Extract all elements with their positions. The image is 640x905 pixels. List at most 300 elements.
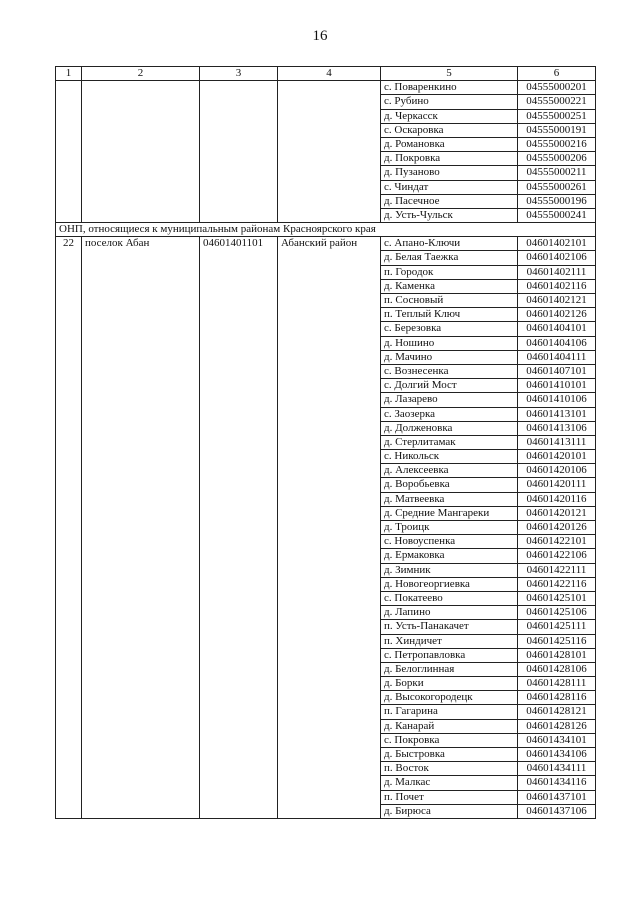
empty-cell bbox=[278, 577, 381, 591]
locality-name-cell: д. Быстровка bbox=[381, 748, 518, 762]
locality-name-cell: с. Оскаровка bbox=[381, 123, 518, 137]
empty-cell bbox=[278, 421, 381, 435]
locality-code-cell: 04601422101 bbox=[518, 535, 596, 549]
locality-name-cell: д. Высокогородецк bbox=[381, 691, 518, 705]
locality-code-cell: 04601420111 bbox=[518, 478, 596, 492]
locality-name-cell: д. Лазарево bbox=[381, 393, 518, 407]
table-row bbox=[56, 265, 596, 279]
empty-cell bbox=[200, 733, 278, 747]
empty-cell bbox=[278, 691, 381, 705]
table-row bbox=[56, 776, 596, 790]
empty-cell bbox=[278, 748, 381, 762]
empty-cell bbox=[82, 450, 200, 464]
locality-code-cell: 04601410101 bbox=[518, 379, 596, 393]
empty-cell bbox=[82, 421, 200, 435]
empty-cell bbox=[82, 336, 200, 350]
empty-cell bbox=[82, 294, 200, 308]
empty-cell bbox=[200, 762, 278, 776]
empty-cell bbox=[82, 350, 200, 364]
header-cell: 3 bbox=[200, 67, 278, 81]
empty-cell bbox=[278, 535, 381, 549]
empty-cell bbox=[82, 194, 200, 208]
empty-cell bbox=[278, 81, 381, 95]
table-row bbox=[56, 322, 596, 336]
table-row bbox=[56, 208, 596, 222]
empty-cell bbox=[56, 506, 82, 520]
locality-code-cell: 04601425101 bbox=[518, 591, 596, 605]
empty-cell bbox=[278, 634, 381, 648]
empty-cell bbox=[82, 648, 200, 662]
empty-cell bbox=[200, 336, 278, 350]
empty-cell bbox=[56, 407, 82, 421]
empty-cell bbox=[56, 81, 82, 95]
locality-name-cell: с. Заозерка bbox=[381, 407, 518, 421]
empty-cell bbox=[56, 492, 82, 506]
empty-cell bbox=[278, 322, 381, 336]
locality-code-cell: 04601437101 bbox=[518, 790, 596, 804]
empty-cell bbox=[278, 137, 381, 151]
empty-cell bbox=[56, 251, 82, 265]
empty-cell bbox=[82, 322, 200, 336]
empty-cell bbox=[82, 166, 200, 180]
empty-cell bbox=[56, 464, 82, 478]
table-row bbox=[56, 95, 596, 109]
empty-cell bbox=[56, 790, 82, 804]
empty-cell bbox=[278, 606, 381, 620]
header-cell: 4 bbox=[278, 67, 381, 81]
table-row bbox=[56, 492, 596, 506]
empty-cell bbox=[278, 180, 381, 194]
empty-cell bbox=[200, 137, 278, 151]
empty-cell bbox=[278, 464, 381, 478]
table-row bbox=[56, 421, 596, 435]
empty-cell bbox=[278, 251, 381, 265]
empty-cell bbox=[200, 166, 278, 180]
table-row bbox=[56, 535, 596, 549]
empty-cell bbox=[278, 109, 381, 123]
locality-code-cell: 04555000241 bbox=[518, 208, 596, 222]
empty-cell bbox=[56, 804, 82, 818]
locality-name-cell: с. Никольск bbox=[381, 450, 518, 464]
empty-cell bbox=[56, 677, 82, 691]
empty-cell bbox=[200, 180, 278, 194]
locality-code-cell: 04601402116 bbox=[518, 279, 596, 293]
locality-name-cell: д. Новогеоргиевка bbox=[381, 577, 518, 591]
locality-code-cell: 04601420106 bbox=[518, 464, 596, 478]
locality-code-cell: 04601413101 bbox=[518, 407, 596, 421]
locality-name-cell: д. Пузаново bbox=[381, 166, 518, 180]
locality-name-cell: д. Воробьевка bbox=[381, 478, 518, 492]
locality-code-cell: 04601428111 bbox=[518, 677, 596, 691]
empty-cell bbox=[200, 123, 278, 137]
locality-code-cell: 04601420121 bbox=[518, 506, 596, 520]
locality-name-cell: с. Апано-Ключи bbox=[381, 237, 518, 251]
empty-cell bbox=[200, 521, 278, 535]
locality-name-cell: д. Черкасск bbox=[381, 109, 518, 123]
empty-cell bbox=[82, 662, 200, 676]
empty-cell bbox=[82, 705, 200, 719]
settlements-table bbox=[55, 66, 596, 819]
locality-code-cell: 04601422116 bbox=[518, 577, 596, 591]
table-row bbox=[56, 137, 596, 151]
locality-name-cell: д. Борки bbox=[381, 677, 518, 691]
empty-cell bbox=[278, 549, 381, 563]
table-row bbox=[56, 194, 596, 208]
entry-number: 22 bbox=[56, 237, 82, 251]
empty-cell bbox=[56, 705, 82, 719]
header-cell: 2 bbox=[82, 67, 200, 81]
empty-cell bbox=[82, 208, 200, 222]
table-row bbox=[56, 251, 596, 265]
locality-code-cell: 04555000196 bbox=[518, 194, 596, 208]
empty-cell bbox=[82, 279, 200, 293]
empty-cell bbox=[56, 421, 82, 435]
locality-name-cell: д. Лапино bbox=[381, 606, 518, 620]
empty-cell bbox=[278, 194, 381, 208]
empty-cell bbox=[200, 563, 278, 577]
empty-cell bbox=[200, 322, 278, 336]
table-row bbox=[56, 563, 596, 577]
empty-cell bbox=[82, 591, 200, 605]
table-row bbox=[56, 350, 596, 364]
empty-cell bbox=[278, 450, 381, 464]
table-row bbox=[56, 790, 596, 804]
empty-cell bbox=[56, 95, 82, 109]
empty-cell bbox=[278, 265, 381, 279]
empty-cell bbox=[56, 194, 82, 208]
empty-cell bbox=[278, 521, 381, 535]
empty-cell bbox=[56, 662, 82, 676]
locality-code-cell: 04601402101 bbox=[518, 237, 596, 251]
empty-cell bbox=[82, 180, 200, 194]
empty-cell bbox=[278, 790, 381, 804]
empty-cell bbox=[82, 606, 200, 620]
locality-name-cell: д. Канарай bbox=[381, 719, 518, 733]
empty-cell bbox=[82, 634, 200, 648]
empty-cell bbox=[200, 464, 278, 478]
empty-cell bbox=[82, 265, 200, 279]
table-row bbox=[56, 109, 596, 123]
empty-cell bbox=[200, 364, 278, 378]
table-row bbox=[56, 648, 596, 662]
locality-code-cell: 04601402111 bbox=[518, 265, 596, 279]
locality-name-cell: п. Теплый Ключ bbox=[381, 308, 518, 322]
locality-name-cell: п. Сосновый bbox=[381, 294, 518, 308]
empty-cell bbox=[82, 748, 200, 762]
locality-code-cell: 04601428121 bbox=[518, 705, 596, 719]
locality-code-cell: 04601425116 bbox=[518, 634, 596, 648]
locality-code-cell: 04555000261 bbox=[518, 180, 596, 194]
empty-cell bbox=[200, 294, 278, 308]
locality-name-cell: д. Бирюса bbox=[381, 804, 518, 818]
locality-name-cell: с. Долгий Мост bbox=[381, 379, 518, 393]
empty-cell bbox=[56, 634, 82, 648]
empty-cell bbox=[200, 535, 278, 549]
empty-cell bbox=[82, 435, 200, 449]
table-row bbox=[56, 733, 596, 747]
entry-code: 04601401101 bbox=[200, 237, 278, 251]
locality-name-cell: д. Усть-Чульск bbox=[381, 208, 518, 222]
empty-cell bbox=[82, 81, 200, 95]
empty-cell bbox=[200, 95, 278, 109]
locality-code-cell: 04601410106 bbox=[518, 393, 596, 407]
empty-cell bbox=[82, 620, 200, 634]
locality-name-cell: д. Ношино bbox=[381, 336, 518, 350]
empty-cell bbox=[56, 379, 82, 393]
empty-cell bbox=[278, 662, 381, 676]
table-row bbox=[56, 549, 596, 563]
empty-cell bbox=[82, 251, 200, 265]
empty-cell bbox=[200, 748, 278, 762]
table-row bbox=[56, 591, 596, 605]
empty-cell bbox=[200, 606, 278, 620]
empty-cell bbox=[200, 662, 278, 676]
empty-cell bbox=[82, 733, 200, 747]
locality-code-cell: 04601413111 bbox=[518, 435, 596, 449]
locality-name-cell: д. Белая Таежка bbox=[381, 251, 518, 265]
empty-cell bbox=[56, 435, 82, 449]
empty-cell bbox=[278, 336, 381, 350]
locality-code-cell: 04601428101 bbox=[518, 648, 596, 662]
empty-cell bbox=[56, 350, 82, 364]
locality-code-cell: 04601407101 bbox=[518, 364, 596, 378]
empty-cell bbox=[82, 109, 200, 123]
table-row bbox=[56, 577, 596, 591]
empty-cell bbox=[82, 506, 200, 520]
locality-name-cell: д. Пасечное bbox=[381, 194, 518, 208]
locality-code-cell: 04601420101 bbox=[518, 450, 596, 464]
empty-cell bbox=[278, 492, 381, 506]
empty-cell bbox=[82, 364, 200, 378]
table-row bbox=[56, 662, 596, 676]
empty-cell bbox=[82, 137, 200, 151]
table-row bbox=[56, 364, 596, 378]
table-row bbox=[56, 379, 596, 393]
empty-cell bbox=[278, 208, 381, 222]
locality-code-cell: 04601402121 bbox=[518, 294, 596, 308]
empty-cell bbox=[200, 350, 278, 364]
locality-code-cell: 04601434101 bbox=[518, 733, 596, 747]
empty-cell bbox=[200, 450, 278, 464]
table-row bbox=[56, 506, 596, 520]
empty-cell bbox=[82, 535, 200, 549]
empty-cell bbox=[278, 379, 381, 393]
empty-cell bbox=[56, 577, 82, 591]
table-row bbox=[56, 719, 596, 733]
table-row bbox=[56, 748, 596, 762]
empty-cell bbox=[278, 294, 381, 308]
locality-code-cell: 04555000221 bbox=[518, 95, 596, 109]
empty-cell bbox=[278, 776, 381, 790]
table-row bbox=[56, 478, 596, 492]
empty-cell bbox=[82, 308, 200, 322]
empty-cell bbox=[200, 251, 278, 265]
empty-cell bbox=[278, 677, 381, 691]
empty-cell bbox=[200, 421, 278, 435]
empty-cell bbox=[56, 563, 82, 577]
empty-cell bbox=[200, 308, 278, 322]
empty-cell bbox=[200, 435, 278, 449]
empty-cell bbox=[278, 804, 381, 818]
table-row bbox=[56, 521, 596, 535]
locality-code-cell: 04601404101 bbox=[518, 322, 596, 336]
empty-cell bbox=[200, 152, 278, 166]
empty-cell bbox=[82, 563, 200, 577]
empty-cell bbox=[82, 691, 200, 705]
empty-cell bbox=[56, 748, 82, 762]
empty-cell bbox=[200, 379, 278, 393]
table-row bbox=[56, 464, 596, 478]
table-row bbox=[56, 393, 596, 407]
empty-cell bbox=[82, 152, 200, 166]
section-title-row bbox=[56, 223, 596, 237]
empty-cell bbox=[278, 478, 381, 492]
empty-cell bbox=[200, 804, 278, 818]
empty-cell bbox=[278, 435, 381, 449]
empty-cell bbox=[200, 194, 278, 208]
empty-cell bbox=[278, 705, 381, 719]
empty-cell bbox=[56, 606, 82, 620]
empty-cell bbox=[200, 648, 278, 662]
locality-name-cell: д. Ермаковка bbox=[381, 549, 518, 563]
locality-code-cell: 04555000201 bbox=[518, 81, 596, 95]
table-row bbox=[56, 677, 596, 691]
locality-name-cell: д. Белоглинная bbox=[381, 662, 518, 676]
empty-cell bbox=[200, 279, 278, 293]
empty-cell bbox=[200, 81, 278, 95]
page-number: 16 bbox=[312, 28, 328, 44]
empty-cell bbox=[56, 279, 82, 293]
locality-code-cell: 04601434106 bbox=[518, 748, 596, 762]
empty-cell bbox=[278, 407, 381, 421]
empty-cell bbox=[278, 762, 381, 776]
table-row bbox=[56, 762, 596, 776]
empty-cell bbox=[82, 677, 200, 691]
empty-cell bbox=[56, 180, 82, 194]
empty-cell bbox=[200, 549, 278, 563]
empty-cell bbox=[278, 95, 381, 109]
empty-cell bbox=[200, 677, 278, 691]
locality-name-cell: д. Алексеевка bbox=[381, 464, 518, 478]
locality-name-cell: с. Чиндат bbox=[381, 180, 518, 194]
locality-name-cell: п. Городок bbox=[381, 265, 518, 279]
header-cell: 1 bbox=[56, 67, 82, 81]
locality-name-cell: д. Матвеевка bbox=[381, 492, 518, 506]
empty-cell bbox=[200, 208, 278, 222]
locality-code-cell: 04555000191 bbox=[518, 123, 596, 137]
empty-cell bbox=[82, 95, 200, 109]
locality-name-cell: п. Хиндичет bbox=[381, 634, 518, 648]
locality-code-cell: 04601434116 bbox=[518, 776, 596, 790]
table-row bbox=[56, 81, 596, 95]
empty-cell bbox=[56, 521, 82, 535]
locality-code-cell: 04601413106 bbox=[518, 421, 596, 435]
empty-cell bbox=[56, 109, 82, 123]
empty-cell bbox=[56, 137, 82, 151]
empty-cell bbox=[82, 790, 200, 804]
empty-cell bbox=[278, 591, 381, 605]
table-row bbox=[56, 123, 596, 137]
locality-name-cell: п. Гагарина bbox=[381, 705, 518, 719]
empty-cell bbox=[56, 294, 82, 308]
section-title: ОНП, относящиеся к муниципальным районам Красноярского края bbox=[56, 223, 596, 237]
empty-cell bbox=[200, 393, 278, 407]
locality-name-cell: с. Покровка bbox=[381, 733, 518, 747]
header-row bbox=[56, 67, 596, 81]
table-row bbox=[56, 180, 596, 194]
empty-cell bbox=[200, 577, 278, 591]
locality-name-cell: д. Троицк bbox=[381, 521, 518, 535]
empty-cell bbox=[56, 450, 82, 464]
empty-cell bbox=[56, 322, 82, 336]
locality-code-cell: 04601425106 bbox=[518, 606, 596, 620]
empty-cell bbox=[278, 350, 381, 364]
locality-code-cell: 04601428106 bbox=[518, 662, 596, 676]
locality-code-cell: 04601404111 bbox=[518, 350, 596, 364]
locality-name-cell: с. Вознесенка bbox=[381, 364, 518, 378]
table-row bbox=[56, 237, 596, 251]
empty-cell bbox=[82, 577, 200, 591]
empty-cell bbox=[200, 407, 278, 421]
empty-cell bbox=[200, 506, 278, 520]
locality-name-cell: п. Восток bbox=[381, 762, 518, 776]
empty-cell bbox=[56, 208, 82, 222]
table-row bbox=[56, 407, 596, 421]
locality-name-cell: д. Средние Мангареки bbox=[381, 506, 518, 520]
empty-cell bbox=[56, 549, 82, 563]
empty-cell bbox=[200, 719, 278, 733]
locality-code-cell: 04601422111 bbox=[518, 563, 596, 577]
locality-name-cell: с. Покатеево bbox=[381, 591, 518, 605]
empty-cell bbox=[278, 166, 381, 180]
table-row bbox=[56, 804, 596, 818]
table-row bbox=[56, 294, 596, 308]
locality-name-cell: д. Каменка bbox=[381, 279, 518, 293]
empty-cell bbox=[278, 123, 381, 137]
empty-cell bbox=[82, 804, 200, 818]
locality-code-cell: 04555000211 bbox=[518, 166, 596, 180]
locality-code-cell: 04601425111 bbox=[518, 620, 596, 634]
empty-cell bbox=[56, 691, 82, 705]
locality-name-cell: д. Мачино bbox=[381, 350, 518, 364]
empty-cell bbox=[82, 379, 200, 393]
empty-cell bbox=[200, 705, 278, 719]
empty-cell bbox=[56, 620, 82, 634]
table-row bbox=[56, 152, 596, 166]
locality-code-cell: 04601420126 bbox=[518, 521, 596, 535]
locality-code-cell: 04601428116 bbox=[518, 691, 596, 705]
locality-name-cell: п. Усть-Панакачет bbox=[381, 620, 518, 634]
locality-code-cell: 04601402106 bbox=[518, 251, 596, 265]
empty-cell bbox=[200, 109, 278, 123]
empty-cell bbox=[56, 591, 82, 605]
empty-cell bbox=[200, 620, 278, 634]
locality-name-cell: д. Зимник bbox=[381, 563, 518, 577]
locality-code-cell: 04601434111 bbox=[518, 762, 596, 776]
locality-name-cell: д. Долженовка bbox=[381, 421, 518, 435]
empty-cell bbox=[200, 634, 278, 648]
empty-cell bbox=[278, 620, 381, 634]
empty-cell bbox=[56, 719, 82, 733]
empty-cell bbox=[56, 393, 82, 407]
empty-cell bbox=[56, 166, 82, 180]
table-row bbox=[56, 691, 596, 705]
locality-name-cell: с. Новоуспенка bbox=[381, 535, 518, 549]
empty-cell bbox=[56, 762, 82, 776]
empty-cell bbox=[56, 336, 82, 350]
locality-code-cell: 04555000206 bbox=[518, 152, 596, 166]
empty-cell bbox=[56, 648, 82, 662]
